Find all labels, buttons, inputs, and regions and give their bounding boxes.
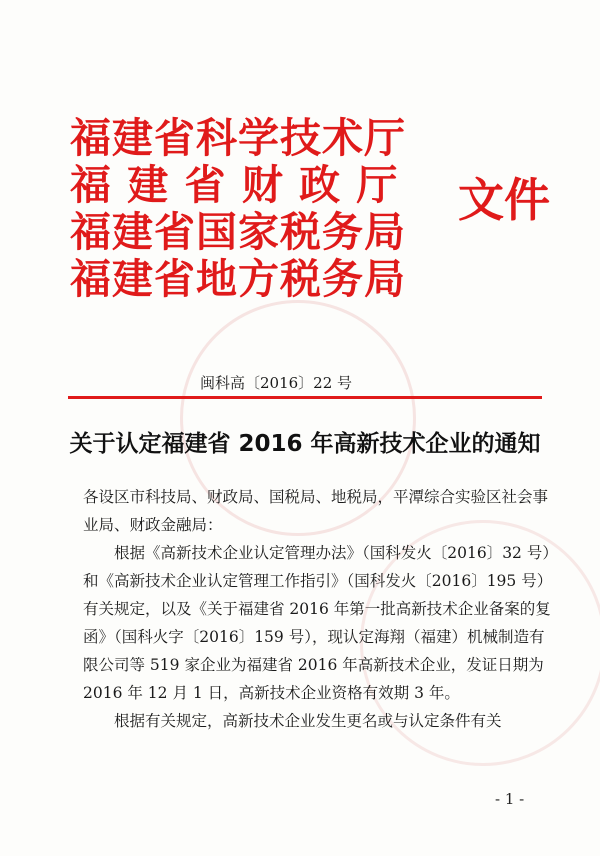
issuer-line: 福建省地方税务局 [70, 255, 406, 303]
body-paragraph: 根据《高新技术企业认定管理办法》（国科发火〔2016〕32 号）和《高新技术企业认定管理工作指引》（国科发火〔2016〕195 号）有关规定，以及《关于福建省 2016 年第一批高新技术企业备案的复函》（国科火字〔2016〕159 号），现认定海翔（福建）机械制造有限公司等 519 家企业为福建省 2016 年高新技术企业，发证日期为 2016 年 12 月 1 日，高新技术企业资格有效期 3 年。 [83, 544, 553, 702]
issuing-authorities [70, 115, 470, 303]
document-number: 闽科高〔2016〕22 号 [200, 374, 353, 392]
issuer-line: 福建省科学技术厅 [70, 114, 406, 162]
body-paragraph: 根据有关规定，高新技术企业发生更名或与认定条件有关 [114, 712, 502, 730]
red-divider [68, 396, 542, 399]
addressee: 各设区市科技局、财政局、国税局、地税局，平潭综合实验区社会事业局、财政金融局： [83, 488, 549, 534]
issuer-line: 福 建 省 财 政 厅 [70, 161, 399, 209]
document-body [83, 483, 553, 735]
page-number: - 1 - [495, 790, 525, 808]
document-suffix: 文件 [458, 173, 550, 227]
issuer-line: 福建省国家税务局 [70, 208, 406, 256]
document-title: 关于认定福建省 2016 年高新技术企业的通知 [69, 431, 541, 457]
